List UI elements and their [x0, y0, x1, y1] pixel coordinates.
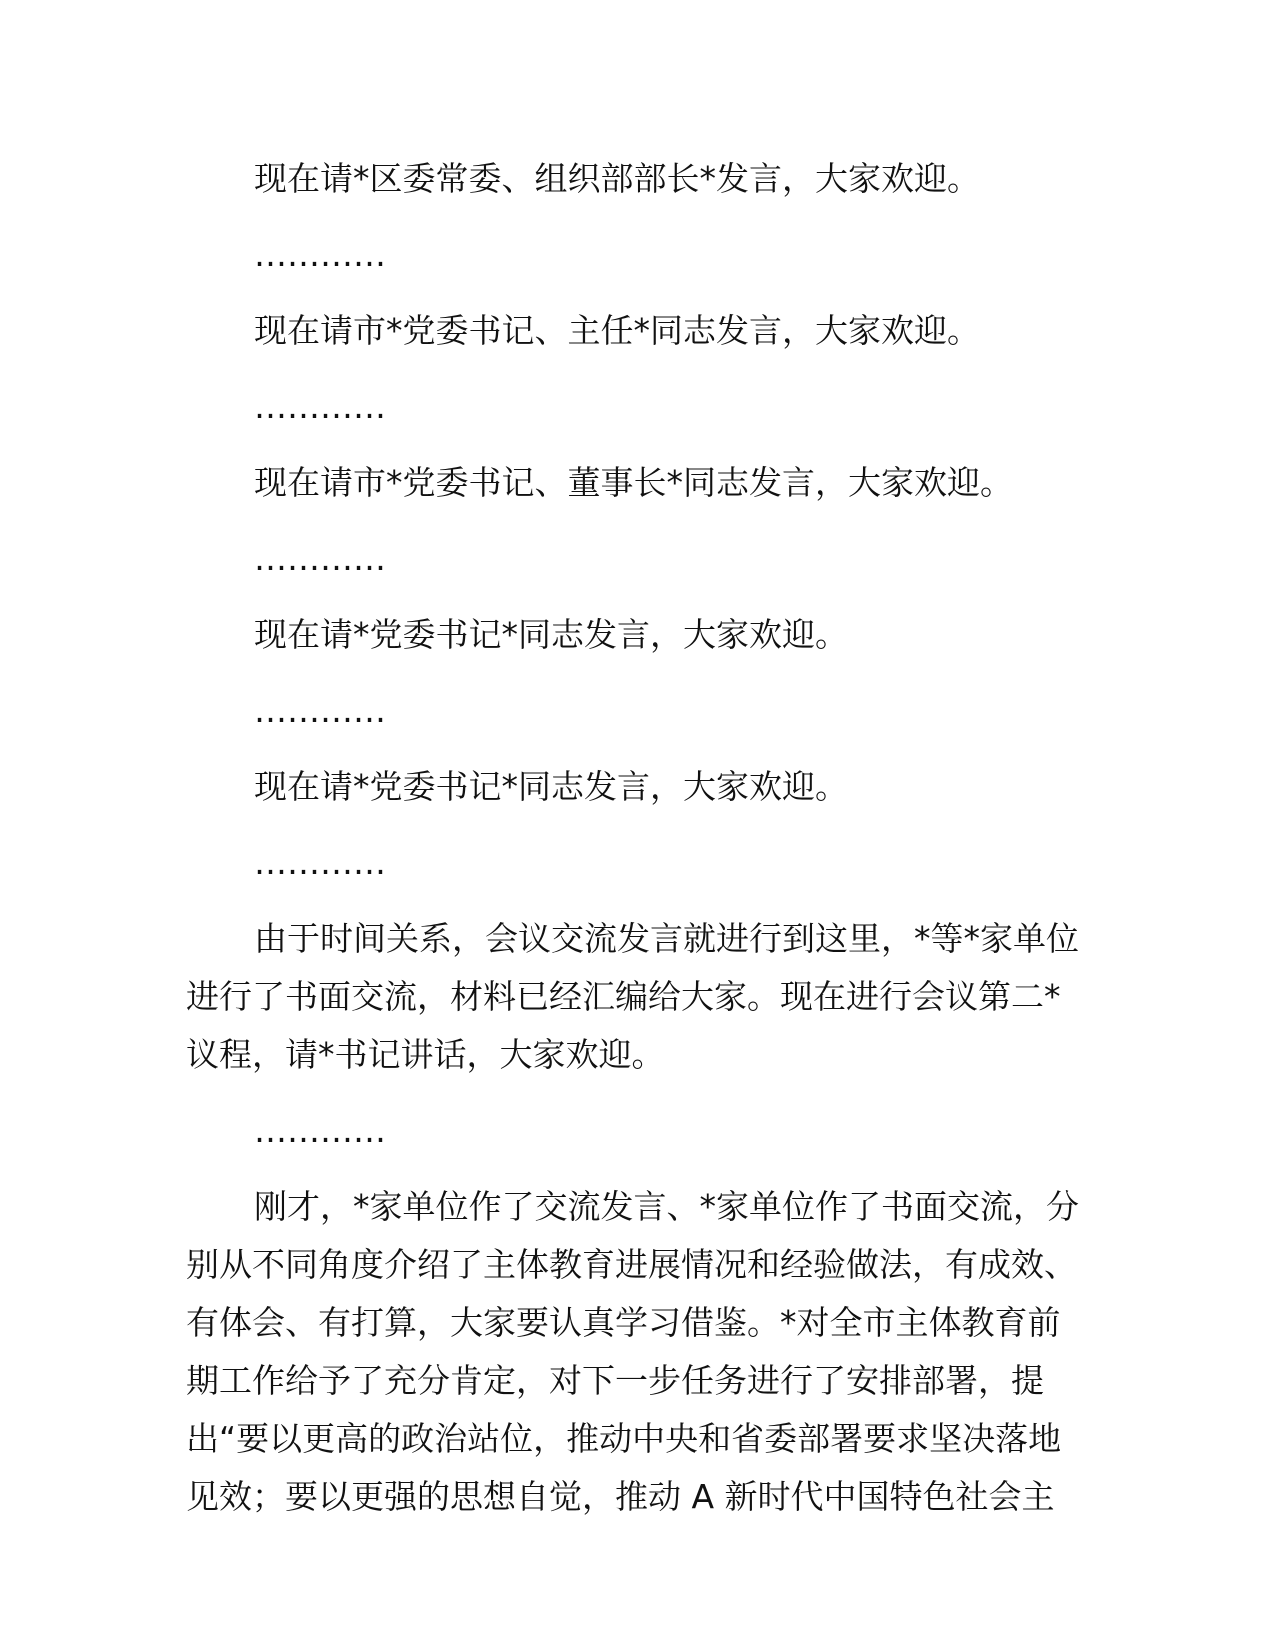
ellipsis-separator: …………	[254, 235, 386, 274]
paragraph-transition-line-1: 由于时间关系，会议交流发言就进行到这里，*等*家单位	[254, 919, 1079, 958]
ellipsis-separator: …………	[254, 1111, 386, 1150]
paragraph-speaker-1: 现在请*区委常委、组织部部长*发言，大家欢迎。	[254, 159, 980, 198]
paragraph-summary-line-5: 出“要以更高的政治站位，推动中央和省委部署要求坚决落地	[186, 1419, 1062, 1458]
paragraph-summary-line-2: 别从不同角度介绍了主体教育进展情况和经验做法，有成效、	[186, 1245, 1077, 1284]
paragraph-transition-line-3: 议程，请*书记讲话，大家欢迎。	[186, 1035, 665, 1074]
paragraph-speaker-2: 现在请市*党委书记、主任*同志发言，大家欢迎。	[254, 311, 980, 350]
paragraph-summary-line-3: 有体会、有打算，大家要认真学习借鉴。*对全市主体教育前	[186, 1303, 1061, 1342]
ellipsis-separator: …………	[254, 539, 386, 578]
ellipsis-separator: …………	[254, 387, 386, 426]
paragraph-summary-line-4: 期工作给予了充分肯定，对下一步任务进行了安排部署，提	[186, 1361, 1044, 1400]
paragraph-speaker-5: 现在请*党委书记*同志发言，大家欢迎。	[254, 767, 848, 806]
document-body	[186, 150, 1092, 1526]
paragraph-speaker-4: 现在请*党委书记*同志发言，大家欢迎。	[254, 615, 848, 654]
paragraph-transition-line-2: 进行了书面交流，材料已经汇编给大家。现在进行会议第二*	[186, 977, 1061, 1016]
paragraph-summary-line-6: 见效；要以更强的思想自觉，推动 A 新时代中国特色社会主	[186, 1477, 1055, 1516]
paragraph-summary-line-1: 刚才，*家单位作了交流发言、*家单位作了书面交流，分	[254, 1187, 1079, 1226]
paragraph-speaker-3: 现在请市*党委书记、董事长*同志发言，大家欢迎。	[254, 463, 1013, 502]
ellipsis-separator: …………	[254, 691, 386, 730]
ellipsis-separator: …………	[254, 843, 386, 882]
